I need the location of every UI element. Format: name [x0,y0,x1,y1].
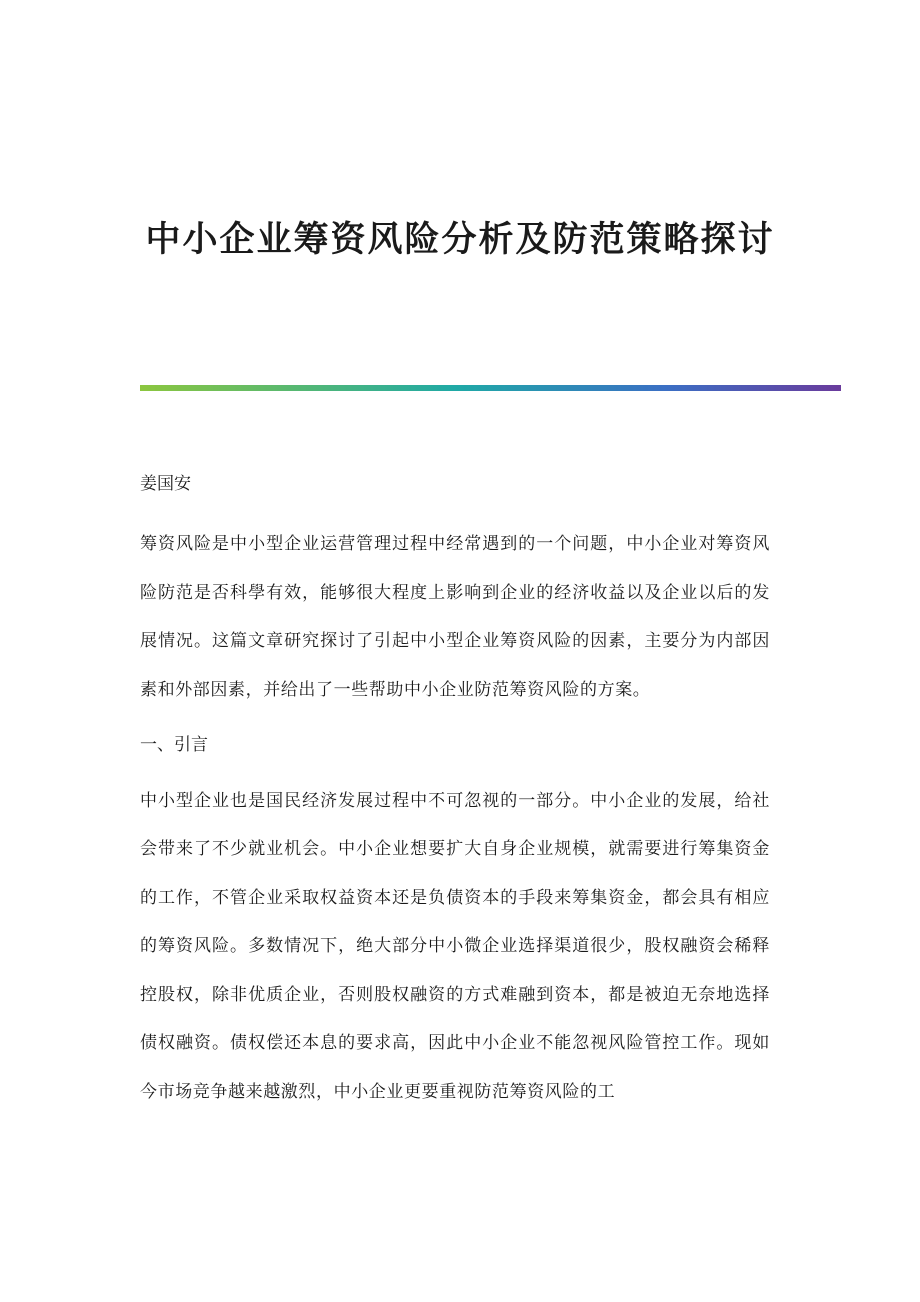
document-body [140,466,770,1123]
section-heading-introduction: 一、引言 [140,735,208,755]
introduction-paragraph: 中小型企业也是国民经济发展过程中不可忽视的一部分。中小企业的发展，给社会带来了不少就业机会。中小企业想要扩大自身企业规模，就需要进行筹集资金的工作，不管企业采取权益资本还是负债资本的手段来筹集资金，都会具有相应的筹资风险。多数情况下，绝大部分中小微企业选择渠道很少，股权融资会稀释控股权，除非优质企业，否则股权融资的方式难融到资本，都是被迫无奈地选择债权融资。债权偿还本息的要求高，因此中小企业不能忽视风险管控工作。现如今市场竞争越来越激烈，中小企业更要重视防范筹资风险的工 [140,790,770,1102]
author-name: 姜国安 [140,474,191,494]
abstract-paragraph: 筹资风险是中小型企业运营管理过程中经常遇到的一个问题，中小企业对筹资风险防范是否科學有效，能够很大程度上影响到企业的经济收益以及企业以后的发展情况。这篇文章研究探讨了引起中小型企业筹资风险的因素，主要分为内部因素和外部因素，并给出了一些帮助中小企业防范筹资风险的方案。 [140,534,770,700]
title-divider [140,385,841,391]
page-title: 中小企业筹资风险分析及防范策略探讨 [145,219,775,260]
